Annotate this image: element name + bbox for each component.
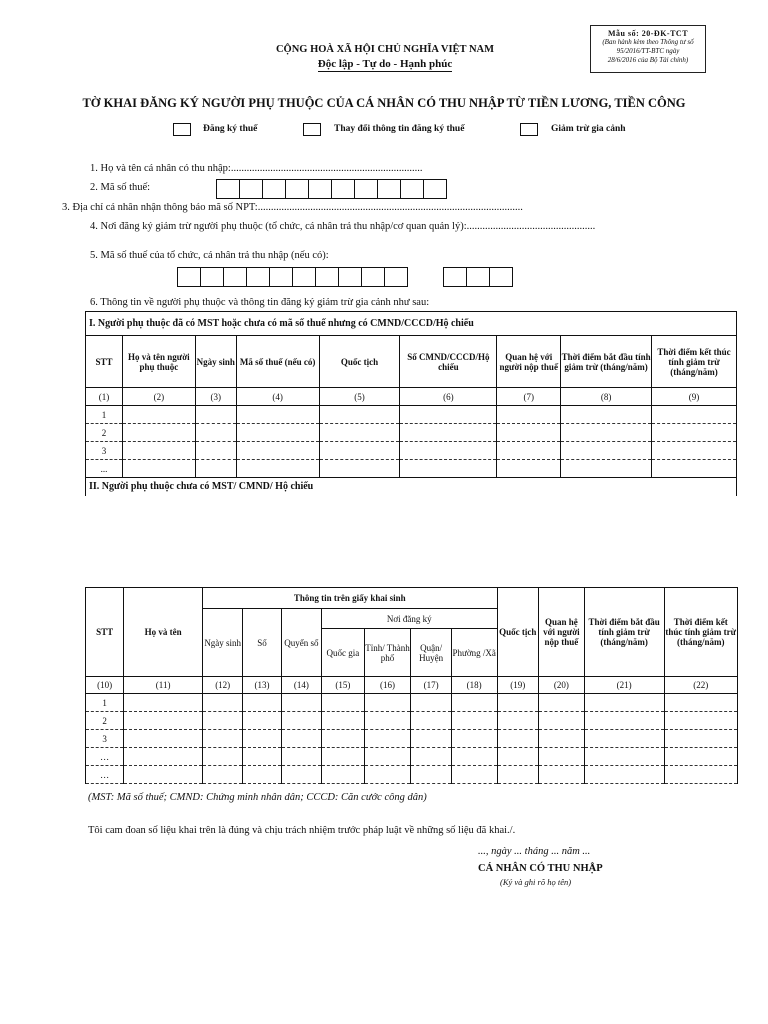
- col-number: (7): [497, 388, 561, 406]
- form-basis-1: (Ban hành kèm theo Thông tư số: [602, 38, 694, 46]
- col-number: (11): [124, 677, 203, 694]
- form-basis-2: 95/2016/TT-BTC ngày: [616, 47, 680, 55]
- commitment-text: Tôi cam đoan số liệu khai trên là đúng và chịu trách nhiệm trước pháp luật về những số liệu đã khai./.: [88, 825, 516, 836]
- row-index: 1: [86, 406, 123, 424]
- row-index: 3: [86, 730, 124, 748]
- table-row[interactable]: [86, 766, 738, 784]
- dependents-table-1: [85, 311, 737, 496]
- field-taxpayer-name[interactable]: 1. Họ và tên cá nhân có thu nhập:.........................................................................: [90, 163, 423, 174]
- col-district: Quận/ Huyện: [411, 629, 451, 677]
- col-stt: STT: [86, 336, 123, 388]
- field-tax-code-label: 2. Mã số thuế:: [90, 182, 151, 193]
- col-number: (22): [664, 677, 737, 694]
- row-index: 3: [86, 442, 123, 460]
- register-tax-label: Đăng ký thuế: [203, 124, 258, 134]
- col-id-number: Số CMND/CCCD/Hộ chiếu: [400, 336, 497, 388]
- table-row[interactable]: [86, 694, 738, 712]
- col-number: (18): [451, 677, 497, 694]
- col-start: Thời điểm bắt đầu tính giảm trừ (tháng/năm): [561, 336, 652, 388]
- family-deduction-label: Giảm trừ gia cảnh: [551, 124, 626, 134]
- field-payer-tax-code-label: 5. Mã số thuế của tổ chức, cá nhân trả thu nhập (nếu có):: [90, 250, 329, 261]
- col-end: Thời điểm kết thúc tính giảm trừ (tháng/năm): [652, 336, 737, 388]
- col-number: (17): [411, 677, 451, 694]
- row-index: 2: [86, 424, 123, 442]
- col-number: (6): [400, 388, 497, 406]
- col-number: (8): [561, 388, 652, 406]
- nation-heading: CỘNG HOÀ XÃ HỘI CHỦ NGHĨA VIỆT NAM: [275, 44, 495, 55]
- col-number: (2): [122, 388, 195, 406]
- section-1-heading: I. Người phụ thuộc đã có MST hoặc chưa có mã số thuế nhưng có CMND/CCCD/Hộ chiếu: [86, 312, 737, 336]
- col-number: (14): [281, 677, 321, 694]
- col-name-2: Họ và tên: [124, 588, 203, 677]
- col-end-2: Thời điểm kết thúc tính giảm trừ (tháng/năm): [664, 588, 737, 677]
- table-row[interactable]: [86, 424, 737, 442]
- col-number: (10): [86, 677, 124, 694]
- col-number: (20): [539, 677, 585, 694]
- col-number: (3): [195, 388, 236, 406]
- col-birth-dob: Ngày sinh: [202, 609, 242, 677]
- table-row[interactable]: [86, 406, 737, 424]
- col-country: Quốc gia: [322, 629, 365, 677]
- row-index: …: [86, 748, 124, 766]
- change-info-checkbox[interactable]: [303, 123, 321, 136]
- section-2-heading: II. Người phụ thuộc chưa có MST/ CMND/ Hộ chiếu: [86, 478, 737, 496]
- sign-note: (Ký và ghi rõ họ tên): [500, 877, 572, 887]
- col-number: (21): [584, 677, 664, 694]
- row-index: 1: [86, 694, 124, 712]
- col-relation: Quan hệ với người nộp thuế: [497, 336, 561, 388]
- col-name: Họ và tên người phụ thuộc: [122, 336, 195, 388]
- col-number: (1): [86, 388, 123, 406]
- motto: [230, 58, 540, 70]
- table-row[interactable]: [86, 712, 738, 730]
- col-birth-number: Số: [243, 609, 281, 677]
- row-index: …: [86, 766, 124, 784]
- row-index: ...: [86, 460, 123, 478]
- col-number: (5): [319, 388, 400, 406]
- family-deduction-checkbox[interactable]: [520, 123, 538, 136]
- col-nationality-2: Quốc tịch: [497, 588, 538, 677]
- col-dob: Ngày sinh: [195, 336, 236, 388]
- table-row[interactable]: [86, 730, 738, 748]
- col-birth-info: Thông tin trên giấy khai sinh: [202, 588, 497, 609]
- col-number: (15): [322, 677, 365, 694]
- form-code-box: [590, 25, 706, 73]
- col-start-2: Thời điểm bắt đầu tính giảm trừ (tháng/năm): [584, 588, 664, 677]
- table-row[interactable]: [86, 748, 738, 766]
- col-birth-book: Quyển số: [281, 609, 321, 677]
- form-code: Mẫu số: 20-ĐK-TCT: [607, 29, 689, 38]
- col-number: (13): [243, 677, 281, 694]
- col-ward: Phường /Xã: [451, 629, 497, 677]
- change-info-label: Thay đổi thông tin đăng ký thuế: [334, 124, 465, 134]
- field-address[interactable]: 3. Địa chỉ cá nhân nhận thông báo mã số NPT:.....................................................................................................: [62, 202, 523, 213]
- col-tax-code: Mã số thuế (nếu có): [236, 336, 319, 388]
- page-title: TỜ KHAI ĐĂNG KÝ NGƯỜI PHỤ THUỘC CỦA CÁ NHÂN CÓ THU NHẬP TỪ TIỀN LƯƠNG, TIỀN CÔNG: [82, 96, 686, 110]
- col-number: (4): [236, 388, 319, 406]
- spacer: [85, 497, 86, 499]
- dependents-table-2: [85, 587, 738, 784]
- table-row[interactable]: [86, 442, 737, 460]
- payer-tax-code-boxes[interactable]: [178, 267, 408, 287]
- motto-text: Độc lập - Tự do - Hạnh phúc: [317, 58, 453, 70]
- date-line[interactable]: ..., ngày ... tháng ... năm ...: [478, 846, 591, 857]
- register-tax-checkbox[interactable]: [173, 123, 191, 136]
- field-deduction-place[interactable]: 4. Nơi đăng ký giảm trừ người phụ thuộc (tổ chức, cá nhân trả thu nhập/cơ quan quản lý):.................................................: [90, 221, 596, 232]
- form-basis-3: 28/6/2016 của Bộ Tài chính): [607, 56, 689, 64]
- col-nationality: Quốc tịch: [319, 336, 400, 388]
- table-row[interactable]: [86, 460, 737, 478]
- col-number: (9): [652, 388, 737, 406]
- col-number: (16): [364, 677, 411, 694]
- payer-tax-code-suffix-boxes[interactable]: [444, 267, 513, 287]
- col-reg-place: Nơi đăng ký: [322, 609, 497, 629]
- col-number: (19): [497, 677, 538, 694]
- col-relation-2: Quan hệ với người nộp thuế: [539, 588, 585, 677]
- col-stt-2: STT: [86, 588, 124, 677]
- signer-title: CÁ NHÂN CÓ THU NHẬP: [478, 863, 603, 874]
- field-dependents-info: 6. Thông tin về người phụ thuộc và thông tin đăng ký giảm trừ gia cảnh như sau:: [90, 297, 430, 308]
- tax-code-boxes[interactable]: [217, 179, 447, 199]
- row-index: 2: [86, 712, 124, 730]
- col-province: Tỉnh/ Thành phố: [364, 629, 411, 677]
- col-number: (12): [202, 677, 242, 694]
- abbreviation-note: (MST: Mã số thuế; CMND: Chứng minh nhân dân; CCCD: Căn cước công dân): [88, 792, 427, 803]
